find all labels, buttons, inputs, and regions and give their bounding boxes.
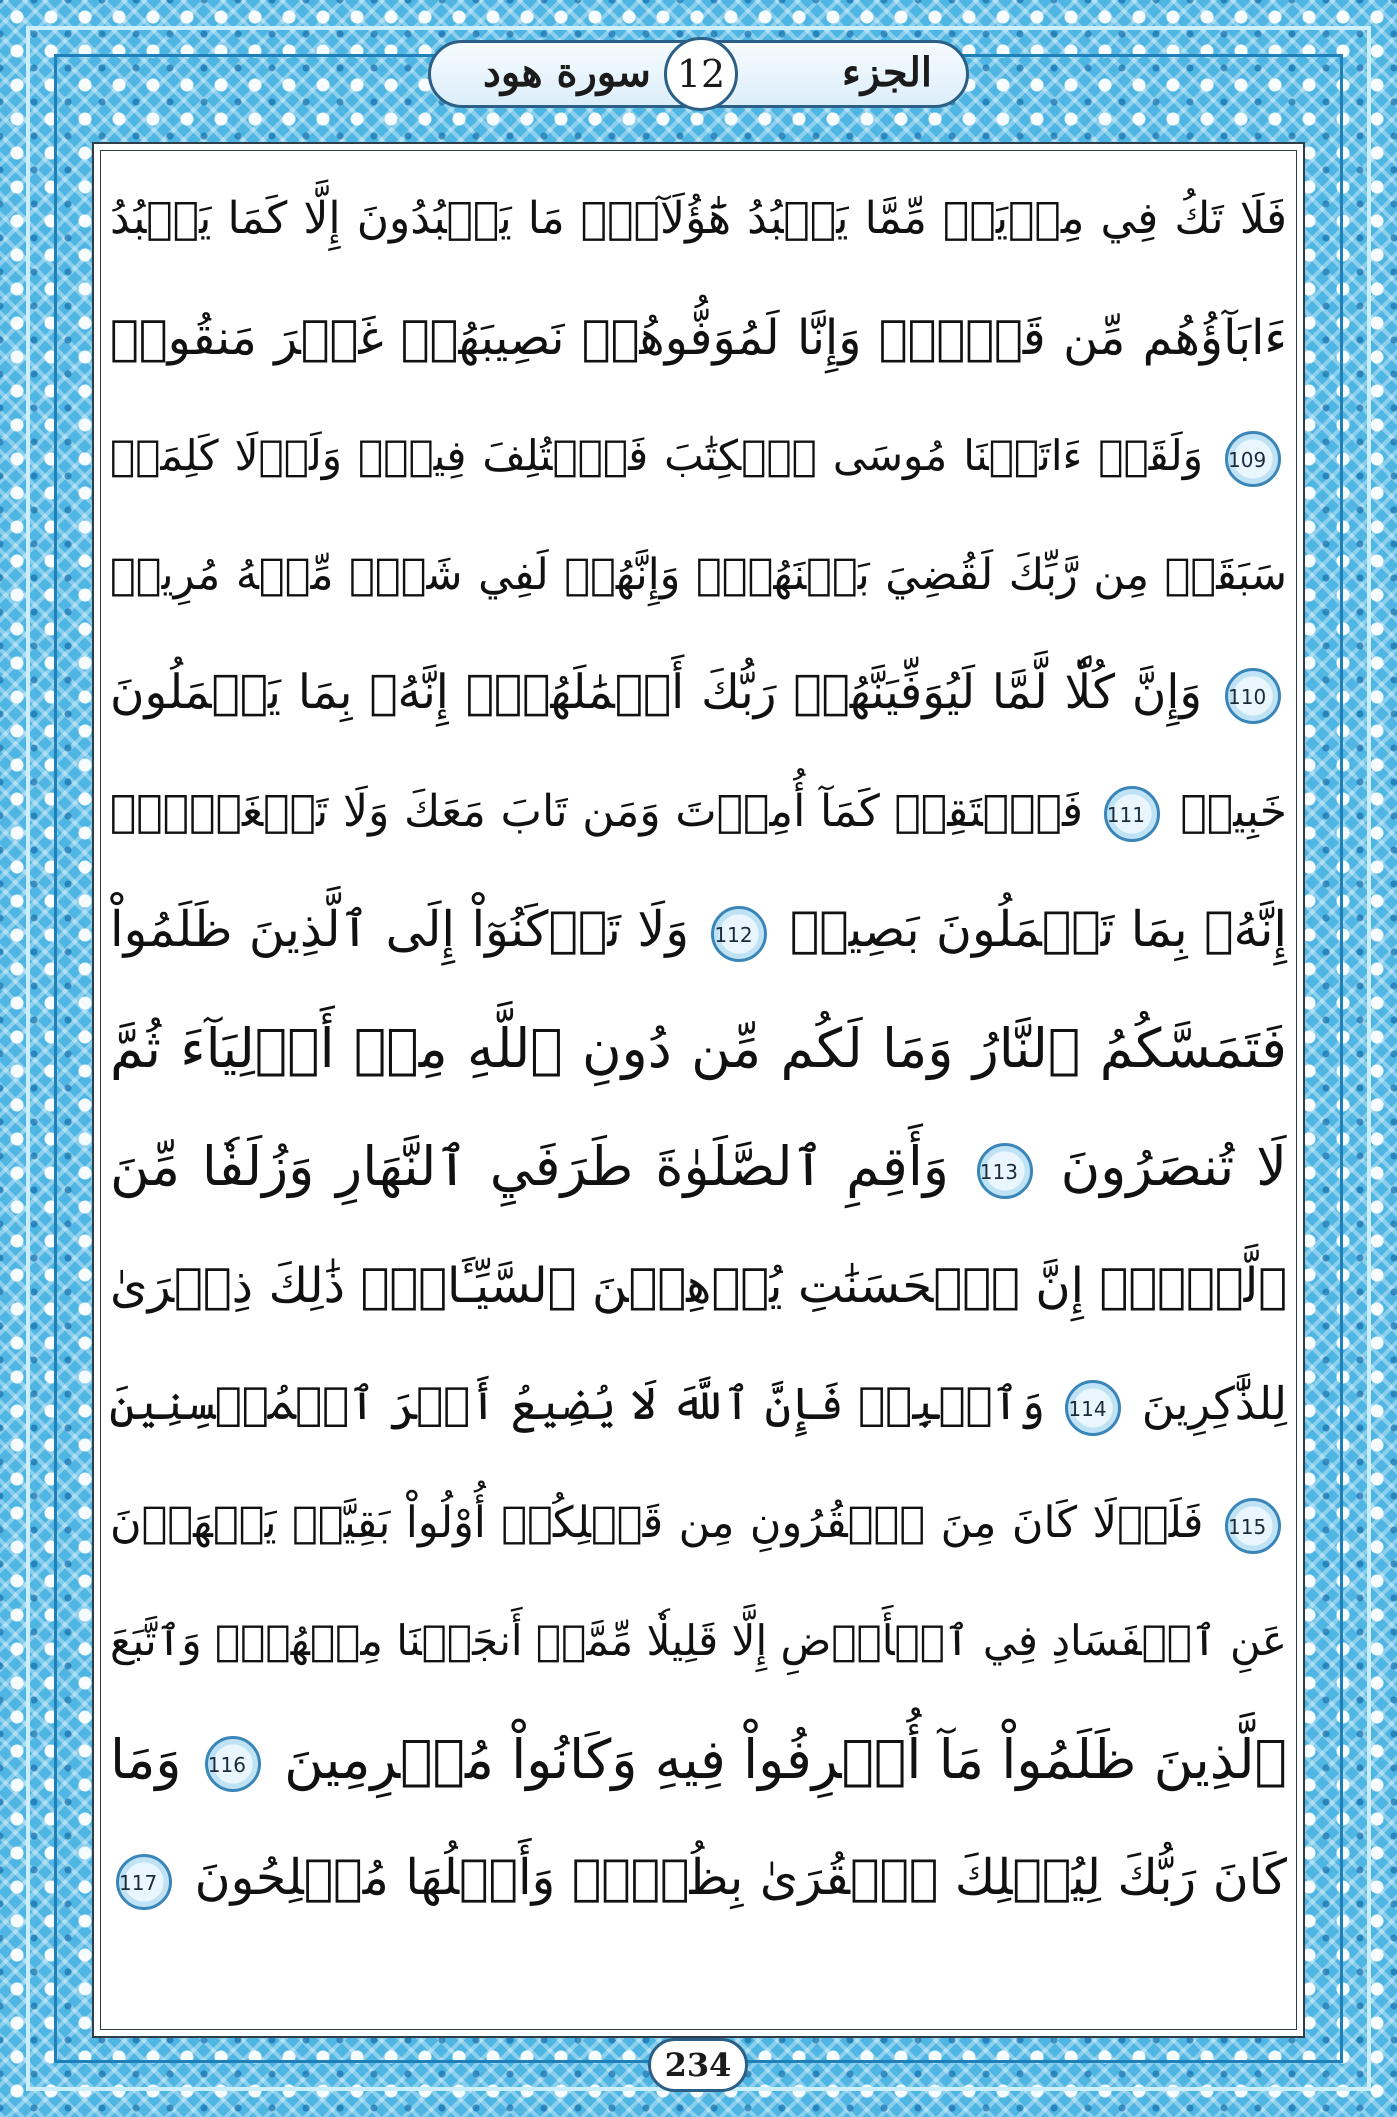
verse-text: فَلَوۡلَا كَانَ مِنَ ٱلۡقُرُونِ مِن قَبۡلِكُمۡ أُوْلُواْ بَقِيَّةٖ يَنۡهَوۡنَ <box>110 1497 1204 1548</box>
juz-number-badge: 12 <box>664 37 738 111</box>
verse-line <box>110 990 1287 1109</box>
verse-line <box>110 871 1287 990</box>
verse-text: وَلَقَدۡ ءَاتَيۡنَا مُوسَى ٱلۡكِتَٰبَ فَٱخۡتُلِفَ فِيهِۚ وَلَوۡلَا كَلِمَةٞ <box>110 431 1203 480</box>
verse-text: فَٱسۡتَقِمۡ كَمَآ أُمِرۡتَ وَمَن تَابَ مَعَكَ وَلَا تَطۡغَوۡاْۚ <box>110 785 1084 837</box>
verse-line <box>110 397 1287 516</box>
ayah-marker: 114 <box>1065 1380 1121 1436</box>
verse-text: سَبَقَتۡ مِن رَّبِّكَ لَقُضِيَ بَيۡنَهُمۡۚ وَإِنَّهُمۡ لَفِي شَكّٖ مِّنۡهُ مُرِيبٖ <box>110 549 1287 600</box>
verse-text: لَا تُنصَرُونَ <box>1060 1135 1287 1198</box>
verse-text: لِلذَّٰكِرِينَ <box>1141 1377 1287 1430</box>
ayah-marker: 117 <box>116 1854 172 1910</box>
verse-text: ءَابَآؤُهُم مِّن قَبۡلُۚ وَإِنَّا لَمُوَفُّوهُمۡ نَصِيبَهُمۡ غَيۡرَ مَنقُوصٖ <box>110 309 1287 366</box>
verse-line <box>110 1819 1287 1938</box>
verse-text: وَأَقِمِ ٱلصَّلَوٰةَ طَرَفَيِ ٱلنَّهَارِ وَزُلَفٗا مِّنَ <box>110 1135 949 1198</box>
ayah-marker: 116 <box>205 1736 261 1792</box>
ayah-marker: 115 <box>1225 1498 1281 1554</box>
surah-name: سورة هود <box>483 49 651 96</box>
verse-text: إِنَّهُۥ بِمَا تَعۡمَلُونَ بَصِيرٞ <box>789 901 1287 958</box>
verse-line <box>110 1345 1287 1464</box>
verse-line <box>110 1464 1287 1583</box>
verse-text: فَتَمَسَّكُمُ ٱلنَّارُ وَمَا لَكُم مِّن دُونِ ٱللَّهِ مِنۡ أَوۡلِيَآءَ ثُمَّ <box>110 1016 1287 1080</box>
verse-line <box>110 1227 1287 1346</box>
verse-line <box>110 1701 1287 1820</box>
verse-text: وَإِنَّ كُلّٗا لَّمَّا لَيُوَفِّيَنَّهُمۡ رَبُّكَ أَعۡمَٰلَهُمۡۚ إِنَّهُۥ بِمَا يَعۡمَلُونَ <box>110 665 1203 720</box>
page-header <box>428 40 969 108</box>
ayah-marker: 109 <box>1225 431 1281 487</box>
verse-text: كَانَ رَبُّكَ لِيُهۡلِكَ ٱلۡقُرَىٰ بِظُلۡمٖ وَأَهۡلُهَا مُصۡلِحُونَ <box>194 1849 1287 1906</box>
verse-line <box>110 516 1287 635</box>
verse-line <box>110 634 1287 753</box>
verse-line <box>110 279 1287 398</box>
verse-text: ٱلَّذِينَ ظَلَمُواْ مَآ أُتۡرِفُواْ فِيهِ وَكَانُواْ مُجۡرِمِينَ <box>284 1727 1287 1791</box>
verse-lines <box>110 160 1287 1938</box>
verse-line <box>110 1108 1287 1227</box>
verse-text: خَبِيرٞ <box>1180 785 1287 837</box>
ayah-marker: 111 <box>1104 786 1160 842</box>
verse-text: وَمَا <box>110 1727 182 1791</box>
verse-text: عَنِ ٱلۡفَسَادِ فِي ٱلۡأَرۡضِ إِلَّا قَلِيلٗا مِّمَّنۡ أَنجَيۡنَا مِنۡهُمۡۗ وَٱتَّبَعَ <box>110 1616 1287 1665</box>
verse-line <box>110 160 1287 279</box>
juz-label: الجزء <box>842 49 932 96</box>
ayah-marker: 110 <box>1225 668 1281 724</box>
verse-text: فَلَا تَكُ فِي مِرۡيَةٖ مِّمَّا يَعۡبُدُ هَٰٓؤُلَآءِۚ مَا يَعۡبُدُونَ إِلَّا كَمَا يَعۡبُدُ <box>110 193 1287 244</box>
verse-text: ٱلَّيۡلِۚ إِنَّ ٱلۡحَسَنَٰتِ يُذۡهِبۡنَ ٱلسَّيِّـَٔاتِۚ ذَٰلِكَ ذِكۡرَىٰ <box>110 1257 1287 1314</box>
verse-line <box>110 753 1287 872</box>
ayah-marker: 112 <box>711 906 767 962</box>
verse-text: وَلَا تَرۡكَنُوٓاْ إِلَى ٱلَّذِينَ ظَلَمُواْ <box>110 901 689 958</box>
page-number: 234 <box>648 2038 748 2092</box>
verse-line <box>110 1582 1287 1701</box>
verse-text: وَٱصۡبِرۡ فَإِنَّ ٱللَّهَ لَا يُضِيعُ أَجۡرَ ٱلۡمُحۡسِنِينَ <box>109 1377 1046 1430</box>
ayah-marker: 113 <box>977 1143 1033 1199</box>
